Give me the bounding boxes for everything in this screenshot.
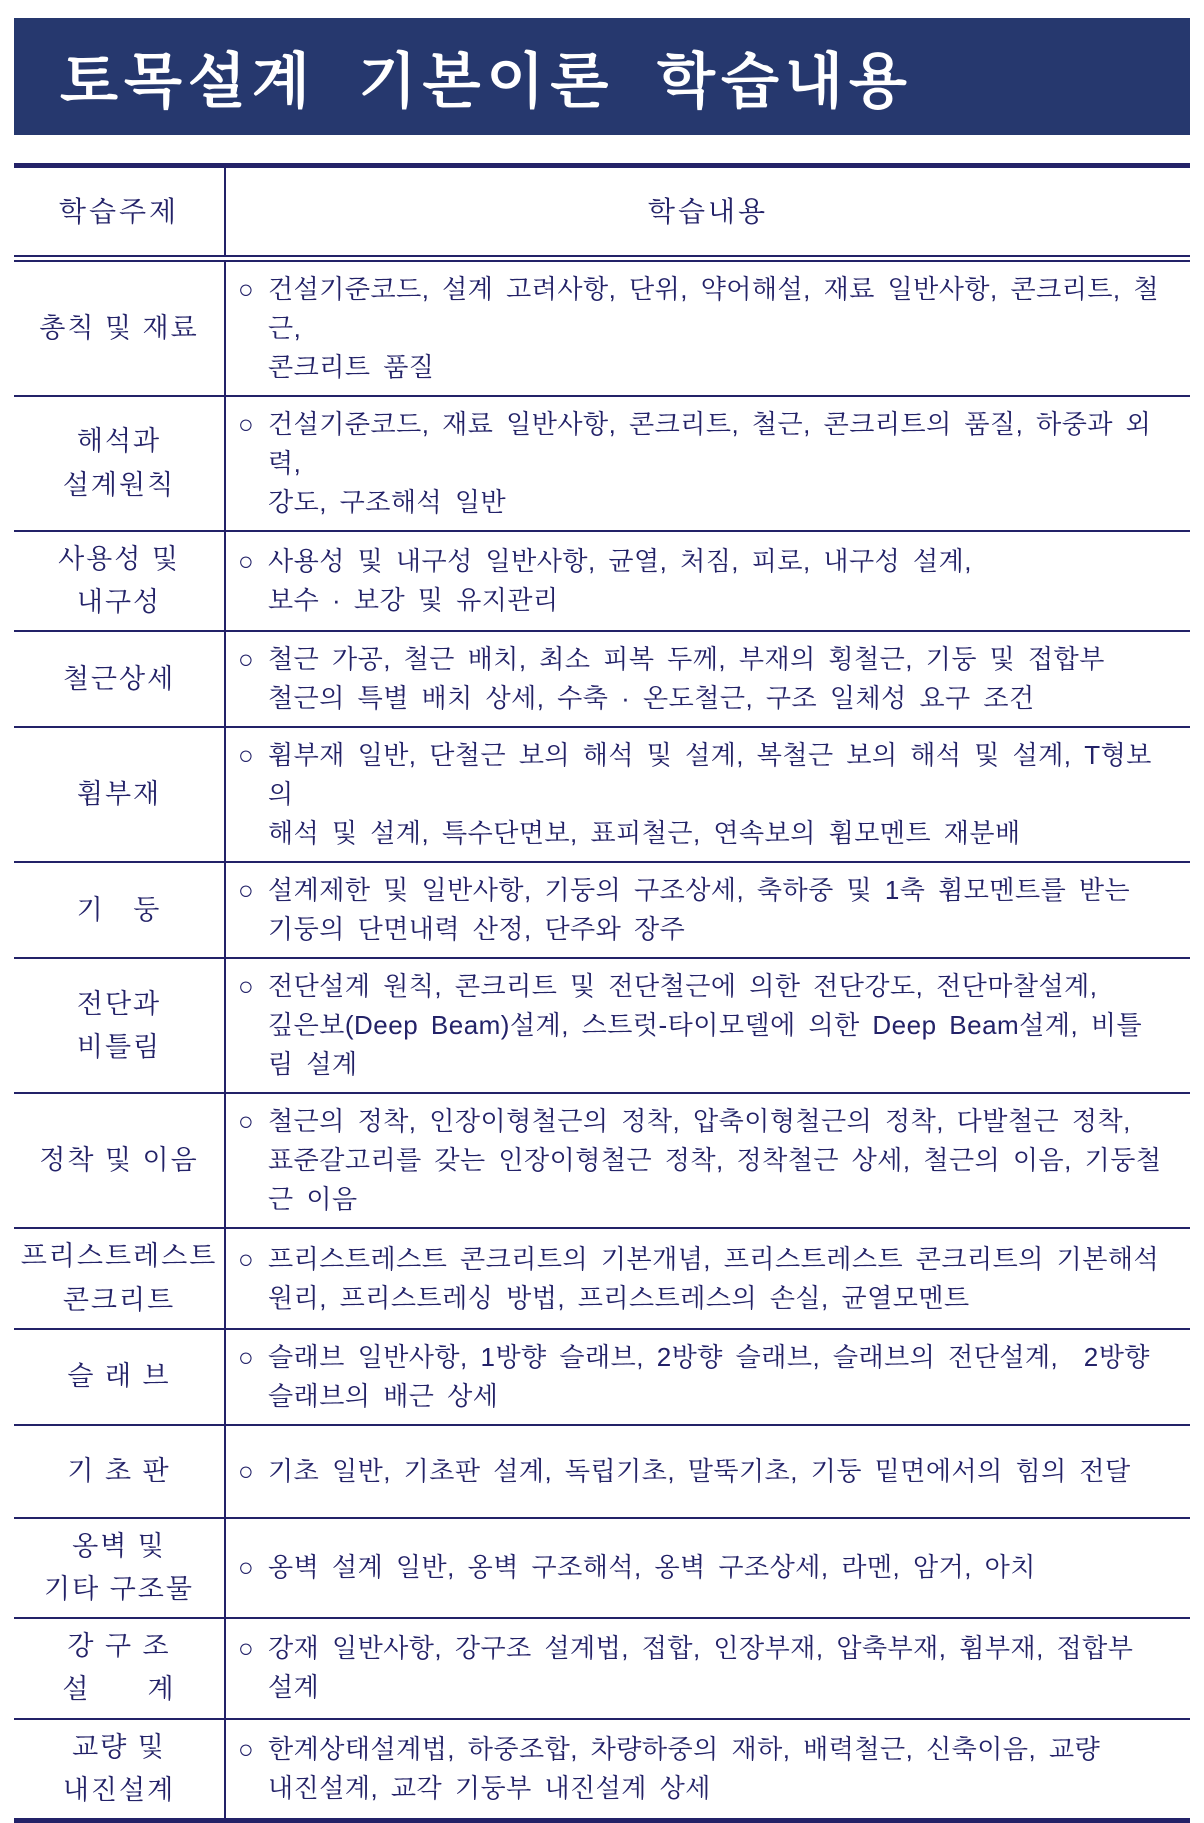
content-lines bbox=[238, 1629, 1166, 1707]
content-lines bbox=[238, 1730, 1166, 1808]
content-text: 해석 및 설계, 특수단면보, 표피철근, 연속보의 휨모멘트 재분배 bbox=[268, 818, 1021, 849]
content-cell bbox=[226, 532, 1190, 630]
topic-cell bbox=[14, 397, 226, 530]
content-cell bbox=[226, 1094, 1190, 1227]
content-lines bbox=[238, 967, 1166, 1084]
table-header-row bbox=[14, 168, 1190, 262]
topic-line: 내구성 bbox=[76, 587, 162, 618]
topic-line: 기 둥 bbox=[76, 894, 162, 925]
topic-line: 내진설계 bbox=[62, 1774, 176, 1805]
table-row bbox=[14, 1617, 1190, 1717]
topic-line: 총칙 및 재료 bbox=[39, 312, 199, 343]
content-line bbox=[238, 1102, 1166, 1141]
content-text: 설계제한 및 일반사항, 기둥의 구조상세, 축하중 및 1축 휨모멘트를 받는 bbox=[268, 875, 1131, 906]
content-lines bbox=[238, 1240, 1166, 1318]
content-cell bbox=[226, 959, 1190, 1092]
content-text: 옹벽 설계 일반, 옹벽 구조해석, 옹벽 구조상세, 라멘, 암거, 아치 bbox=[268, 1552, 1036, 1583]
content-text: 강도, 구조해석 일반 bbox=[268, 487, 507, 517]
column-header-topic: 학습주제 bbox=[14, 168, 226, 255]
circle-bullet-icon: ○ bbox=[238, 875, 255, 906]
table-row bbox=[14, 1092, 1190, 1227]
content-line bbox=[238, 1006, 1166, 1084]
content-cell bbox=[226, 728, 1190, 861]
topic-line: 해석과 bbox=[76, 426, 162, 457]
content-lines bbox=[238, 1548, 1166, 1587]
table-row bbox=[14, 1328, 1190, 1424]
content-text: 철근의 정착, 인장이형철근의 정착, 압축이형철근의 정착, 다발철근 정착, bbox=[268, 1106, 1131, 1137]
table-row bbox=[14, 957, 1190, 1092]
content-text: 프리스트레스트 콘크리트의 기본개념, 프리스트레스트 콘크리트의 기본해석 bbox=[268, 1243, 1160, 1274]
topic-line: 교량 및 bbox=[72, 1731, 166, 1762]
topic-cell bbox=[14, 262, 226, 395]
content-cell bbox=[226, 1619, 1190, 1717]
topic-cell bbox=[14, 1094, 226, 1227]
curriculum-table bbox=[14, 163, 1190, 1823]
topic-line: 설계원칙 bbox=[62, 469, 176, 500]
content-lines bbox=[238, 405, 1166, 522]
content-text: 보수 · 보강 및 유지관리 bbox=[268, 585, 559, 616]
content-text: 표준갈고리를 갖는 인장이형철근 정착, 정착철근 상세, 철근의 이음, 기둥철근 이음 bbox=[268, 1145, 1162, 1215]
content-line bbox=[238, 1769, 1166, 1808]
table-body bbox=[14, 262, 1190, 1818]
page bbox=[0, 18, 1204, 1823]
content-text: 원리, 프리스트레싱 방법, 프리스트레스의 손실, 균열모멘트 bbox=[268, 1282, 970, 1313]
content-line bbox=[238, 581, 1166, 620]
topic-cell bbox=[14, 1229, 226, 1327]
content-line bbox=[238, 483, 1166, 522]
content-line bbox=[238, 1548, 1166, 1587]
table-row bbox=[14, 861, 1190, 957]
content-lines bbox=[238, 270, 1166, 387]
content-text: 슬래브 일반사항, 1방향 슬래브, 2방향 슬래브, 슬래브의 전단설계, 2방향 bbox=[268, 1341, 1150, 1372]
content-line bbox=[238, 1730, 1166, 1769]
circle-bullet-icon: ○ bbox=[238, 1633, 255, 1664]
content-cell bbox=[226, 632, 1190, 726]
topic-line: 콘크리트 bbox=[62, 1284, 176, 1315]
circle-bullet-icon: ○ bbox=[238, 409, 255, 439]
content-line bbox=[238, 1377, 1166, 1416]
content-line bbox=[238, 871, 1166, 910]
content-line bbox=[238, 910, 1166, 949]
topic-line: 비틀림 bbox=[76, 1031, 162, 1062]
topic-cell bbox=[14, 1426, 226, 1517]
topic-line: 프리스트레스트 bbox=[20, 1241, 218, 1272]
content-text: 사용성 및 내구성 일반사항, 균열, 처짐, 피로, 내구성 설계, bbox=[268, 546, 972, 577]
content-cell bbox=[226, 262, 1190, 395]
title-banner bbox=[14, 18, 1190, 135]
circle-bullet-icon: ○ bbox=[238, 1552, 255, 1583]
circle-bullet-icon: ○ bbox=[238, 1733, 255, 1764]
table-row bbox=[14, 1517, 1190, 1617]
content-text: 기둥의 단면내력 산정, 단주와 장주 bbox=[268, 914, 686, 945]
circle-bullet-icon: ○ bbox=[238, 740, 255, 771]
table-row bbox=[14, 262, 1190, 395]
content-text: 콘크리트 품질 bbox=[268, 352, 435, 382]
circle-bullet-icon: ○ bbox=[238, 1341, 255, 1372]
circle-bullet-icon: ○ bbox=[238, 1243, 255, 1274]
content-text: 건설기준코드, 재료 일반사항, 콘크리트, 철근, 콘크리트의 품질, 하중과 외력, bbox=[268, 409, 1152, 478]
content-cell bbox=[226, 863, 1190, 957]
circle-bullet-icon: ○ bbox=[238, 1455, 255, 1486]
topic-line: 사용성 및 bbox=[58, 544, 180, 574]
content-text: 전단설계 원칙, 콘크리트 및 전단철근에 의한 전단강도, 전단마찰설계, bbox=[268, 971, 1098, 1002]
topic-line: 강 구 조 bbox=[67, 1631, 171, 1662]
topic-line: 전단과 bbox=[76, 988, 162, 1019]
topic-line: 정착 및 이음 bbox=[39, 1145, 199, 1176]
content-text: 기초 일반, 기초판 설계, 독립기초, 말뚝기초, 기둥 밑면에서의 힘의 전달 bbox=[268, 1455, 1131, 1486]
content-line bbox=[238, 348, 1166, 387]
content-line bbox=[238, 736, 1166, 814]
content-line bbox=[238, 967, 1166, 1006]
content-lines bbox=[238, 542, 1166, 620]
topic-cell bbox=[14, 532, 226, 630]
content-lines bbox=[238, 736, 1166, 853]
content-line bbox=[238, 405, 1166, 483]
table-row bbox=[14, 726, 1190, 861]
table-row bbox=[14, 1227, 1190, 1327]
topic-cell bbox=[14, 863, 226, 957]
topic-cell bbox=[14, 1330, 226, 1424]
content-text: 강재 일반사항, 강구조 설계법, 접합, 인장부재, 압축부재, 휨부재, 접합부 설계 bbox=[268, 1633, 1147, 1703]
topic-cell bbox=[14, 632, 226, 726]
topic-line: 기타 구조물 bbox=[44, 1573, 194, 1604]
content-cell bbox=[226, 1330, 1190, 1424]
content-cell bbox=[226, 1519, 1190, 1617]
content-lines bbox=[238, 1338, 1166, 1416]
content-line bbox=[238, 542, 1166, 581]
content-line bbox=[238, 1452, 1166, 1491]
content-line bbox=[238, 1338, 1166, 1377]
content-line bbox=[238, 640, 1166, 679]
table-row bbox=[14, 395, 1190, 530]
content-line bbox=[238, 1629, 1166, 1707]
content-cell bbox=[226, 1229, 1190, 1327]
table-row bbox=[14, 1424, 1190, 1517]
table-row bbox=[14, 530, 1190, 630]
content-text: 건설기준코드, 설계 고려사항, 단위, 약어해설, 재료 일반사항, 콘크리트, 철근, bbox=[268, 274, 1159, 343]
topic-line: 휨부재 bbox=[76, 779, 162, 810]
content-line bbox=[238, 814, 1166, 853]
circle-bullet-icon: ○ bbox=[238, 546, 255, 577]
content-cell bbox=[226, 1426, 1190, 1517]
topic-cell bbox=[14, 1519, 226, 1617]
content-text: 철근 가공, 철근 배치, 최소 피복 두께, 부재의 횡철근, 기둥 및 접합부 bbox=[268, 644, 1105, 675]
circle-bullet-icon: ○ bbox=[238, 1106, 255, 1137]
topic-cell bbox=[14, 959, 226, 1092]
circle-bullet-icon: ○ bbox=[238, 644, 255, 675]
circle-bullet-icon: ○ bbox=[238, 274, 255, 304]
topic-cell bbox=[14, 728, 226, 861]
content-lines bbox=[238, 871, 1166, 949]
topic-cell bbox=[14, 1720, 226, 1818]
topic-line: 철근상세 bbox=[62, 663, 176, 694]
content-line bbox=[238, 1279, 1166, 1318]
content-text: 철근의 특별 배치 상세, 수축 · 온도철근, 구조 일체성 요구 조건 bbox=[268, 683, 1035, 714]
content-text: 깊은보(Deep Beam)설계, 스트럿-타이모델에 의한 Deep Beam설계, 비틀림 설계 bbox=[268, 1010, 1143, 1080]
table-row bbox=[14, 630, 1190, 726]
content-line bbox=[238, 1240, 1166, 1279]
content-line bbox=[238, 679, 1166, 718]
topic-line: 설 계 bbox=[62, 1674, 176, 1705]
content-lines bbox=[238, 1102, 1166, 1219]
topic-line: 옹벽 및 bbox=[72, 1530, 166, 1561]
circle-bullet-icon: ○ bbox=[238, 971, 255, 1002]
content-cell bbox=[226, 1720, 1190, 1818]
column-header-content: 학습내용 bbox=[647, 195, 769, 227]
page-title: 토목설계 기본이론 학습내용 bbox=[60, 47, 913, 115]
content-line bbox=[238, 270, 1166, 348]
content-text: 내진설계, 교각 기둥부 내진설계 상세 bbox=[268, 1772, 711, 1803]
content-text: 한계상태설계법, 하중조합, 차량하중의 재하, 배력철근, 신축이음, 교량 bbox=[268, 1733, 1101, 1764]
content-lines bbox=[238, 1452, 1166, 1491]
content-text: 휨부재 일반, 단철근 보의 해석 및 설계, 복철근 보의 해석 및 설계, T형보의 bbox=[268, 740, 1152, 810]
table-row bbox=[14, 1718, 1190, 1818]
content-lines bbox=[238, 640, 1166, 718]
content-cell bbox=[226, 397, 1190, 530]
topic-cell bbox=[14, 1619, 226, 1717]
content-text: 슬래브의 배근 상세 bbox=[268, 1380, 499, 1411]
topic-line: 기 초 판 bbox=[67, 1455, 171, 1486]
content-line bbox=[238, 1141, 1166, 1219]
topic-line: 슬 래 브 bbox=[67, 1361, 171, 1392]
